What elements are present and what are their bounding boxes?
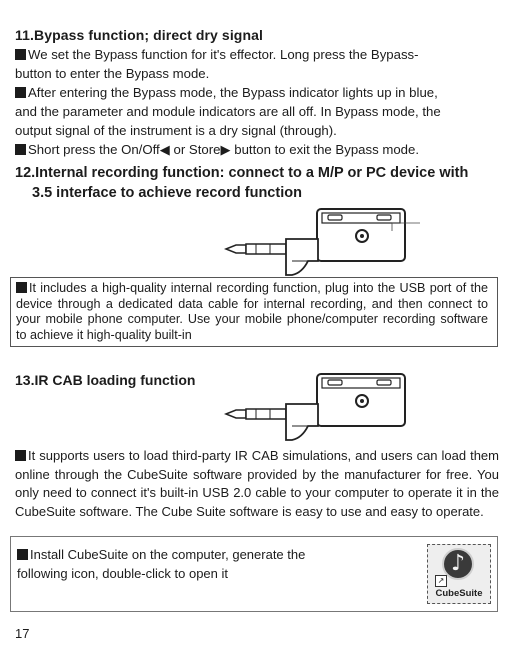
bypass-line-4: and the parameter and module indicators are all off. In Bypass mode, the: [15, 104, 441, 119]
install-info-box: [10, 536, 498, 612]
bullet-square-icon: [15, 450, 26, 461]
bullet-square-icon: [15, 87, 26, 98]
install-text-line-2: following icon, double-click to open it: [17, 565, 229, 581]
cubesuite-app-icon[interactable]: [427, 544, 491, 604]
pedal-with-jack-illustration-1: [222, 205, 422, 277]
left-arrow-icon: ◀: [159, 142, 170, 157]
right-arrow-icon: ▶: [220, 142, 231, 157]
recording-info-text: It includes a high-quality internal recording function, plug into the USB port of the device through a dedicated data cable for internal recording, and then connect to your mobile phone computer. Use your mobile phone/computer recording software to achieve it high-quality built-in: [16, 281, 488, 342]
bullet-square-icon: [16, 282, 27, 293]
bullet-square-icon: [15, 144, 26, 155]
bypass-line-2: button to enter the Bypass mode.: [15, 66, 210, 81]
section-11-body: [15, 45, 499, 159]
bypass-line-3: After entering the Bypass mode, the Bypass indicator lights up in blue,: [15, 83, 499, 102]
ir-cab-text: It supports users to load third-party IR CAB simulations, and users can load them online through the CubeSuite software provided by the manufacturer for free. You only need to connect it's built-in USB 2.0 cable to your computer to operate it in the CubeSuite software. The Cube Suite software is easy to use and easy to operate.: [15, 448, 499, 519]
bypass-exit-line: Short press the On/Off◀ or Store▶ button to exit the Bypass mode.: [15, 140, 499, 159]
recording-info-box: [10, 277, 498, 347]
install-text-line-1: Install CubeSuite on the computer, generate the: [30, 547, 306, 562]
bypass-line-1: We set the Bypass function for it's effector. Long press the Bypass-: [15, 45, 499, 64]
page-number: 17: [15, 626, 30, 641]
section-13-heading: 13.IR CAB loading function: [15, 372, 196, 388]
app-icon-label: CubeSuite: [435, 588, 483, 599]
bypass-line-5: output signal of the instrument is a dry signal (through).: [15, 123, 337, 138]
pedal-with-jack-illustration-2: [222, 370, 422, 442]
bullet-square-icon: [15, 49, 26, 60]
section-13-body: [15, 447, 499, 521]
section-11-heading: 11.Bypass function; direct dry signal: [15, 27, 263, 43]
section-12-heading: 12.Internal recording function: connect to a M/P or PC device with 3.5 interface to achieve record function: [15, 165, 469, 201]
music-note-icon: ♪: [442, 548, 474, 580]
shortcut-arrow-icon: ↗: [435, 575, 447, 587]
bullet-square-icon: [17, 549, 28, 560]
